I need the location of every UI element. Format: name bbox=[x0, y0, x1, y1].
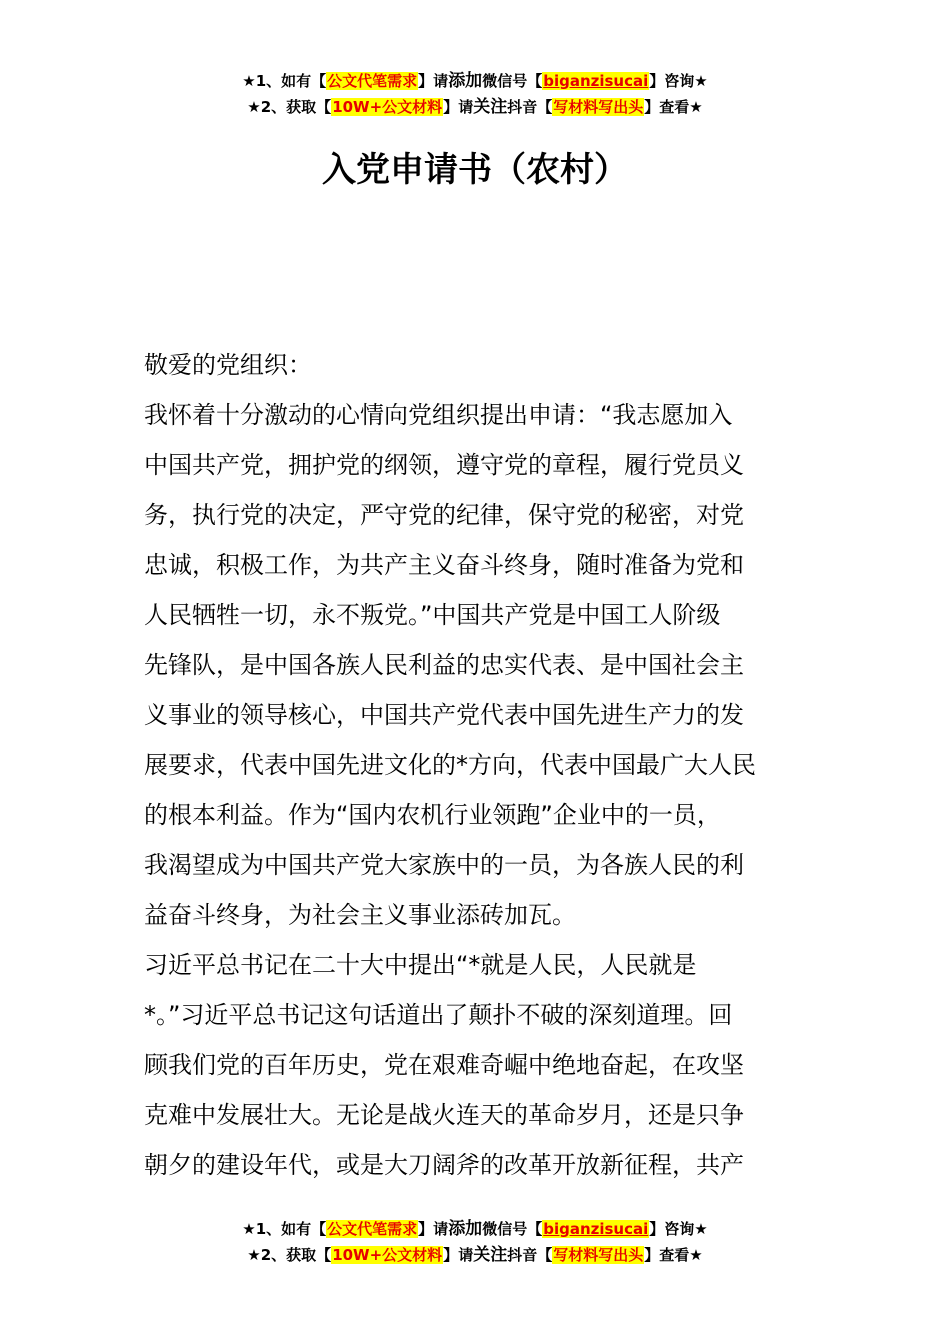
body-line: 习近平总书记在二十大中提出“*就是人民，人民就是 bbox=[144, 951, 697, 979]
banner-highlight-wechat-id[interactable]: biganzisucai bbox=[543, 1220, 649, 1238]
body-line: 克难中发展壮大。无论是战火连天的革命岁月，还是只争 bbox=[144, 1101, 744, 1129]
footer-banner bbox=[0, 1216, 950, 1268]
banner-highlight-materials: 10W+公文材料 bbox=[332, 1246, 443, 1264]
body-line: 朝夕的建设年代，或是大刀阔斧的改革开放新征程，共产 bbox=[144, 1151, 744, 1179]
banner-suffix: 】查看★ bbox=[644, 1246, 703, 1264]
banner-suffix: 】咨询★ bbox=[649, 72, 708, 90]
banner-text: 抖音【 bbox=[507, 1246, 553, 1264]
body-line: *。”习近平总书记这句话道出了颠扑不破的深刻道理。回 bbox=[144, 1001, 733, 1029]
banner-line-2 bbox=[0, 94, 950, 120]
body-line: 展要求，代表中国先进文化的*方向，代表中国最广大人民 bbox=[144, 751, 756, 779]
body-line: 义事业的领导核心，中国共产党代表中国先进生产力的发 bbox=[144, 701, 744, 729]
banner-emphasis: 关注 bbox=[473, 97, 508, 117]
document-title: 入党申请书（农村） bbox=[322, 150, 628, 190]
banner-highlight-douyin[interactable]: 写材料写出头 bbox=[553, 98, 644, 116]
body-line: 人民牺牲一切，永不叛党。”中国共产党是中国工人阶级 bbox=[144, 601, 721, 629]
body-line: 先锋队，是中国各族人民利益的忠实代表、是中国社会主 bbox=[144, 651, 744, 679]
banner-line-2 bbox=[0, 1242, 950, 1268]
body-line: 的根本利益。作为“国内农机行业领跑”企业中的一员， bbox=[144, 801, 721, 829]
banner-emphasis: 添加 bbox=[448, 1219, 483, 1239]
banner-highlight-wechat-id[interactable]: biganzisucai bbox=[543, 72, 649, 90]
banner-prefix: ★2、获取【 bbox=[247, 1246, 332, 1264]
banner-text: 】请 bbox=[418, 72, 449, 90]
banner-prefix: ★2、获取【 bbox=[247, 98, 332, 116]
banner-line-1 bbox=[0, 68, 950, 94]
banner-text: 】请 bbox=[418, 1220, 449, 1238]
banner-prefix: ★1、如有【 bbox=[242, 1220, 327, 1238]
banner-highlight-materials: 10W+公文材料 bbox=[332, 98, 443, 116]
banner-highlight-service: 公文代笔需求 bbox=[327, 1220, 418, 1238]
body-line: 我渴望成为中国共产党大家族中的一员，为各族人民的利 bbox=[144, 851, 744, 879]
body-line: 我怀着十分激动的心情向党组织提出申请：“我志愿加入 bbox=[144, 401, 733, 429]
body-line: 敬爱的党组织： bbox=[144, 351, 312, 379]
header-banner bbox=[0, 68, 950, 120]
banner-line-1 bbox=[0, 1216, 950, 1242]
body-line: 顾我们党的百年历史，党在艰难奇崛中绝地奋起，在攻坚 bbox=[144, 1051, 744, 1079]
body-line: 益奋斗终身，为社会主义事业添砖加瓦。 bbox=[144, 901, 576, 929]
banner-text: 微信号【 bbox=[482, 1220, 543, 1238]
banner-highlight-service: 公文代笔需求 bbox=[327, 72, 418, 90]
body-line: 中国共产党，拥护党的纲领，遵守党的章程，履行党员义 bbox=[144, 451, 744, 479]
banner-text: 】请 bbox=[443, 98, 474, 116]
banner-emphasis: 关注 bbox=[473, 1245, 508, 1265]
document-body bbox=[144, 340, 810, 1190]
banner-emphasis: 添加 bbox=[448, 71, 483, 91]
banner-suffix: 】查看★ bbox=[644, 98, 703, 116]
banner-suffix: 】咨询★ bbox=[649, 1220, 708, 1238]
banner-text: 抖音【 bbox=[507, 98, 553, 116]
body-line: 务，执行党的决定，严守党的纪律，保守党的秘密，对党 bbox=[144, 501, 744, 529]
banner-prefix: ★1、如有【 bbox=[242, 72, 327, 90]
banner-highlight-douyin[interactable]: 写材料写出头 bbox=[553, 1246, 644, 1264]
body-line: 忠诚，积极工作，为共产主义奋斗终身，随时准备为党和 bbox=[144, 551, 744, 579]
banner-text: 】请 bbox=[443, 1246, 474, 1264]
banner-text: 微信号【 bbox=[482, 72, 543, 90]
